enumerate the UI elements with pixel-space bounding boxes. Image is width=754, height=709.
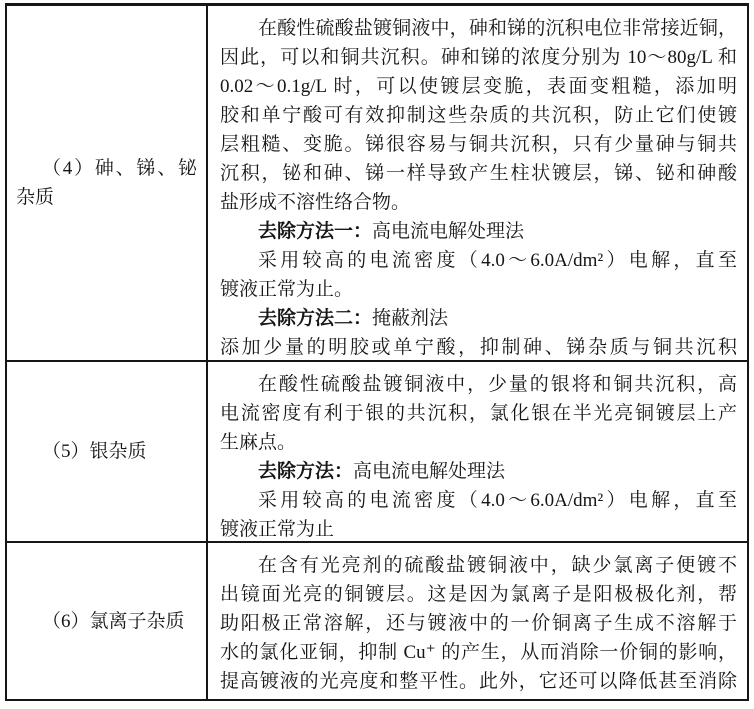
text-line: 采用较高的电流密度（4.0～6.0A/dm²）电解，直至 bbox=[258, 250, 737, 271]
text-line: 水的氯化亚铜，抑制 Cu⁺ 的产生，从而消除一价铜的影响， bbox=[220, 642, 737, 663]
text-line: （4）砷、锑、铋 bbox=[42, 158, 197, 179]
impurities-table bbox=[5, 3, 749, 701]
text-line: （6）氯离子杂质 bbox=[42, 610, 185, 632]
text-line: 镀液正常为止。 bbox=[220, 279, 354, 300]
text-line: 因此，可以和铜共沉积。砷和锑的浓度分别为 10～80g/L 和 bbox=[220, 47, 737, 68]
method-name: 去除方法二： bbox=[258, 308, 373, 329]
row-content-cell-2 bbox=[208, 362, 747, 543]
method-heading-line: 去除方法一：高电流电解处理法 bbox=[258, 221, 525, 242]
text-line: 杂质 bbox=[16, 187, 55, 208]
text-line: 电流密度有利于银的共沉积，氯化银在半光亮铜镀层上产 bbox=[220, 403, 737, 424]
text-line: 提高镀液的光亮度和整平性。此外，它还可以降低甚至消除 bbox=[220, 671, 737, 692]
text-line: 在酸性硫酸盐镀铜液中，少量的银将和铜共沉积，高 bbox=[258, 374, 737, 395]
method-heading-line: 去除方法二：掩蔽剂法 bbox=[258, 308, 449, 329]
method-name: 去除方法一： bbox=[258, 221, 373, 242]
text-line: 胶和单宁酸可有效抑制这些杂质的共沉积，防止它们使镀 bbox=[220, 105, 737, 126]
text-line: 出镜面光亮的铜镀层。这是因为氯离子是阳极极化剂，帮 bbox=[220, 584, 737, 605]
text-line: 在含有光亮剂的硫酸盐镀铜液中，缺少氯离子便镀不 bbox=[258, 555, 737, 576]
text-line: 生麻点。 bbox=[220, 432, 297, 453]
text-line: 在酸性硫酸盐镀铜液中，砷和锑的沉积电位非常接近铜， bbox=[258, 18, 737, 39]
text-line: 助阳极正常溶解，还与镀液中的一价铜离子生成不溶解于 bbox=[220, 613, 737, 634]
row-label-cell-2 bbox=[7, 362, 208, 543]
text-line: 采用较高的电流密度（4.0～6.0A/dm²）电解，直至 bbox=[258, 490, 737, 511]
row-content-cell-3 bbox=[208, 543, 747, 699]
method-heading-line: 去除方法：高电流电解处理法 bbox=[258, 461, 506, 482]
text-line: 盐形成不溶性络合物。 bbox=[220, 192, 411, 213]
text-line: 添加少量的明胶或单宁酸，抑制砷、锑杂质与铜共沉积 bbox=[220, 337, 737, 358]
row-label-cell-1 bbox=[7, 6, 208, 362]
text-line: （5）银杂质 bbox=[42, 441, 147, 462]
text-line: 镀液正常为止 bbox=[220, 519, 335, 540]
method-name: 去除方法： bbox=[258, 461, 354, 482]
text-line: 0.02～0.1g/L 时，可以使镀层变脆，表面变粗糙，添加明 bbox=[220, 76, 737, 97]
row-content-cell-1 bbox=[208, 6, 747, 362]
text-line: 沉积，铋和砷、锑一样导致产生柱状镀层，锑、铋和砷酸 bbox=[220, 163, 737, 184]
row-label-cell-3 bbox=[7, 543, 208, 699]
text-line: 层粗糙、变脆。锑很容易与铜共沉积，只有少量砷与铜共 bbox=[220, 134, 737, 155]
